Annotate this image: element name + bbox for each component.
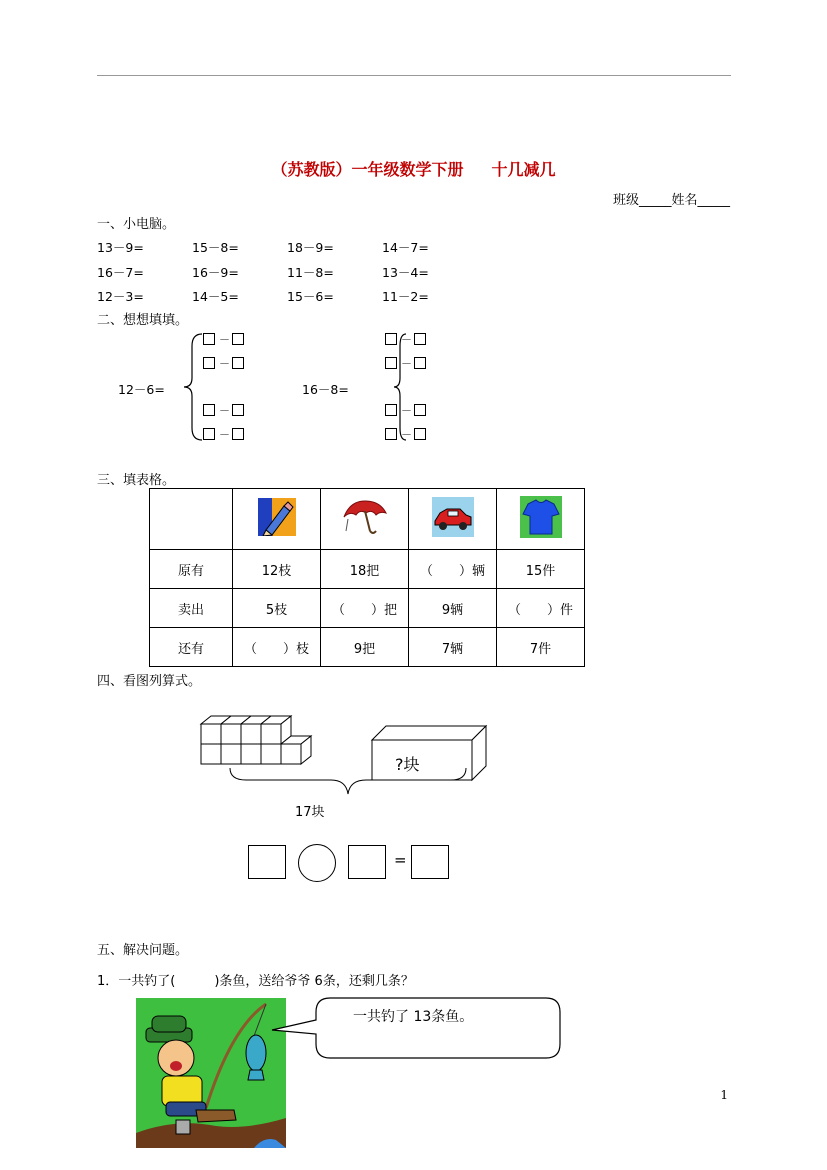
table-cell[interactable]: （ ）件: [497, 589, 585, 628]
minus-sign: －: [219, 428, 230, 441]
eq-2-4: 13－4=: [382, 265, 429, 280]
answer-box[interactable]: [414, 404, 426, 416]
expr-16-8: 16－8=: [302, 382, 349, 397]
header-rule: [97, 75, 731, 76]
answer-box[interactable]: [232, 357, 244, 369]
table-icon-cell: [497, 489, 585, 550]
section3-heading: 三、填表格。: [97, 473, 176, 488]
eq-2-2: 16－9=: [192, 265, 239, 280]
answer-box[interactable]: [232, 404, 244, 416]
eq-3-3: 15－6=: [287, 289, 334, 304]
table-cell[interactable]: （ ）枝: [233, 628, 321, 667]
minus-sign: －: [219, 404, 230, 417]
section5-heading: 五、解决问题。: [97, 943, 189, 958]
answer-box[interactable]: [203, 357, 215, 369]
answer-box[interactable]: [385, 404, 397, 416]
blocks-figure: [196, 710, 496, 800]
table-cell[interactable]: （ ）把: [321, 589, 409, 628]
eq-1-3: 18－9=: [287, 240, 334, 255]
row-label: 原有: [150, 550, 233, 589]
eq-2-1: 16－7=: [97, 265, 144, 280]
answer-box[interactable]: [411, 845, 449, 879]
answer-box[interactable]: [385, 357, 397, 369]
answer-box[interactable]: [414, 357, 426, 369]
eq-2-3: 11－8=: [287, 265, 334, 280]
box-label: ?块: [395, 755, 420, 774]
eq-3-1: 12－3=: [97, 289, 144, 304]
eq-1-2: 15－8=: [192, 240, 239, 255]
shirt-icon: [520, 496, 562, 538]
table-cell: 15件: [497, 550, 585, 589]
answer-box[interactable]: [348, 845, 386, 879]
section2-heading: 二、想想填填。: [97, 313, 189, 328]
answer-box[interactable]: [203, 404, 215, 416]
table-cell: 7件: [497, 628, 585, 667]
answer-box[interactable]: [414, 333, 426, 345]
umbrella-icon: [340, 497, 390, 537]
answer-box[interactable]: [232, 333, 244, 345]
table-row: [150, 628, 585, 667]
minus-sign: －: [401, 428, 412, 441]
answer-box[interactable]: [203, 428, 215, 440]
table-header-row: [150, 489, 585, 550]
table-row: [150, 550, 585, 589]
row-label: 还有: [150, 628, 233, 667]
page-number: 1: [720, 1088, 728, 1102]
title-topic: 十几减几: [491, 160, 556, 179]
expr-12-6: 12－6=: [118, 382, 165, 397]
table-cell[interactable]: （ ）辆: [409, 550, 497, 589]
table-icon-cell: [321, 489, 409, 550]
answer-box[interactable]: [203, 333, 215, 345]
table-icon-cell: [233, 489, 321, 550]
eq-3-2: 14－5=: [192, 289, 239, 304]
table-row: [150, 589, 585, 628]
table-cell: 5枝: [233, 589, 321, 628]
equals-sign: =: [394, 851, 407, 869]
minus-sign: －: [401, 333, 412, 346]
minus-sign: －: [219, 333, 230, 346]
speech-bubble: [268, 994, 564, 1064]
answer-box[interactable]: [414, 428, 426, 440]
page-title: [0, 157, 827, 180]
table-cell: 18把: [321, 550, 409, 589]
table-cell: 9把: [321, 628, 409, 667]
speech-bubble-text: 一共钓了 13条鱼。: [353, 1009, 474, 1025]
question-1: 1．一共钓了( )条鱼，送给爷爷 6条，还剩几条？: [97, 974, 414, 989]
total-label: 17块: [295, 805, 325, 820]
eq-3-4: 11－2=: [382, 289, 429, 304]
table-cell: 9辆: [409, 589, 497, 628]
fishing-boy-illustration: [136, 998, 286, 1148]
section4-heading: 四、看图列算式。: [97, 674, 202, 689]
table-corner-cell: [150, 489, 233, 550]
minus-sign: －: [401, 357, 412, 370]
answer-box[interactable]: [232, 428, 244, 440]
minus-sign: －: [401, 404, 412, 417]
inventory-table: [149, 488, 585, 667]
table-cell: 7辆: [409, 628, 497, 667]
table-icon-cell: [409, 489, 497, 550]
answer-box[interactable]: [385, 428, 397, 440]
eq-1-4: 14－7=: [382, 240, 429, 255]
title-main: （苏教版）一年级数学下册: [271, 160, 464, 179]
minus-sign: －: [219, 357, 230, 370]
class-name-line: 班级_____姓名_____: [612, 193, 730, 208]
answer-box[interactable]: [248, 845, 286, 879]
operator-circle[interactable]: [298, 844, 336, 882]
table-cell: 12枝: [233, 550, 321, 589]
section1-heading: 一、小电脑。: [97, 217, 176, 232]
car-icon: [432, 497, 474, 537]
eq-1-1: 13－9=: [97, 240, 144, 255]
row-label: 卖出: [150, 589, 233, 628]
answer-box[interactable]: [385, 333, 397, 345]
pencil-icon: [258, 498, 296, 536]
